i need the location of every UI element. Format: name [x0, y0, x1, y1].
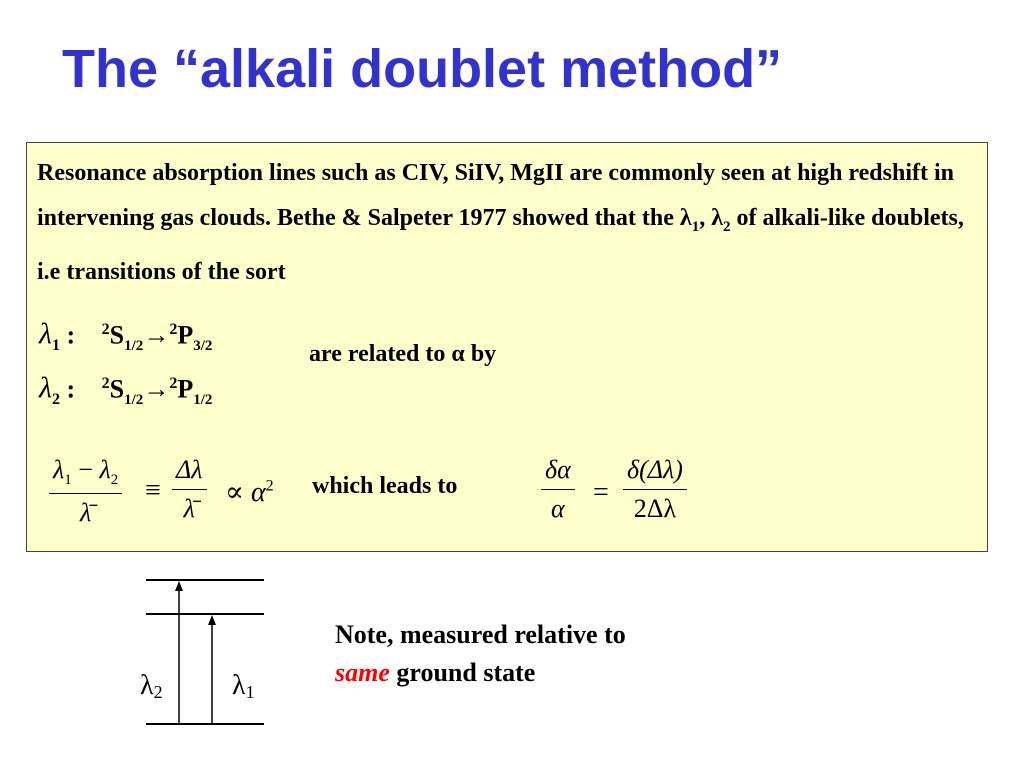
lambda-symbol: λ: [39, 371, 52, 405]
by-label: by: [464, 341, 497, 367]
leads-to-text: which leads to: [312, 473, 458, 499]
exponent: 2: [265, 477, 274, 495]
fraction-denominator: 2Δλ: [633, 494, 677, 523]
alpha-symbol: α: [250, 477, 266, 508]
related-text: [309, 341, 496, 368]
colon: :: [66, 320, 76, 350]
proportional-expression: [225, 475, 274, 509]
note-text: [335, 616, 626, 692]
arrowhead-icon: [208, 615, 216, 625]
equals-sign: =: [593, 477, 609, 508]
subscript-1: 1: [64, 472, 72, 489]
transition-line-1: [39, 315, 212, 361]
lower-j: 1/2: [124, 337, 144, 354]
upper-j: 3/2: [193, 337, 213, 354]
upper-multiplicity: 2: [169, 321, 178, 338]
lower-term: S: [109, 374, 125, 404]
lambda-symbol: λ: [53, 455, 65, 484]
subscript-2: 2: [722, 218, 731, 235]
content-box: [26, 142, 988, 552]
note-line-2: ground state: [389, 658, 536, 687]
subscript-1: 1: [691, 218, 700, 235]
arrow-icon: →: [143, 374, 170, 404]
transition-index: 2: [52, 390, 60, 408]
label-lambda-2: λ2: [140, 670, 163, 702]
related-label: are related to: [309, 341, 452, 367]
intro-text: Resonance absorption lines such as CIV, SiIV, MgII are commonly seen at high redshift in intervening gas clouds. Bethe & Salpeter 1977 showed that the: [37, 160, 955, 231]
label-lambda-1: λ1: [232, 670, 255, 702]
lambda-symbol: λ: [711, 205, 723, 231]
upper-term: P: [177, 374, 194, 404]
fraction-numerator: δα: [541, 455, 575, 490]
slide-title: The “alkali doublet method”: [62, 39, 783, 99]
fraction-numerator: [49, 455, 122, 494]
lower-multiplicity: 2: [101, 375, 110, 392]
energy-level-diagram: [140, 570, 280, 740]
note-line-1: Note, measured relative to: [335, 620, 626, 649]
fraction-doublet-difference: [49, 455, 122, 528]
minus-sign: −: [71, 455, 100, 484]
upper-j: 1/2: [193, 391, 213, 408]
subscript-2: 2: [110, 472, 119, 489]
note-emphasis: same: [335, 658, 390, 687]
alpha-symbol: α: [451, 341, 465, 367]
equiv-sign: ≡: [145, 475, 161, 506]
lambda-symbol: λ: [679, 205, 692, 231]
intro-text-end: of alkali-like doublets, i.e transitions of the sort: [37, 205, 964, 285]
propto-sign: ∝: [225, 477, 244, 508]
fraction-delta-delta-lambda: [623, 455, 687, 524]
fraction-denominator: α: [551, 494, 565, 523]
colon: :: [66, 374, 76, 404]
arrow-icon: →: [143, 320, 170, 350]
arrowhead-icon: [175, 581, 183, 591]
fraction-denominator: λ̄: [79, 498, 92, 528]
upper-multiplicity: 2: [169, 375, 178, 392]
lower-multiplicity: 2: [101, 321, 110, 338]
lower-j: 1/2: [124, 391, 144, 408]
lambda-symbol: λ: [99, 455, 111, 484]
transition-index: 1: [52, 336, 60, 354]
fraction-delta-lambda: [172, 455, 207, 524]
upper-term: P: [177, 320, 194, 350]
comma: ,: [699, 205, 712, 231]
fraction-numerator: δ(Δλ): [623, 455, 687, 490]
fraction-numerator: Δλ: [172, 455, 207, 490]
transition-line-2: [39, 369, 212, 415]
intro-paragraph: [37, 151, 977, 295]
lower-term: S: [109, 320, 125, 350]
lambda-symbol: λ: [39, 317, 52, 351]
fraction-denominator: λ̄: [183, 494, 195, 523]
fraction-delta-alpha: [541, 455, 575, 524]
